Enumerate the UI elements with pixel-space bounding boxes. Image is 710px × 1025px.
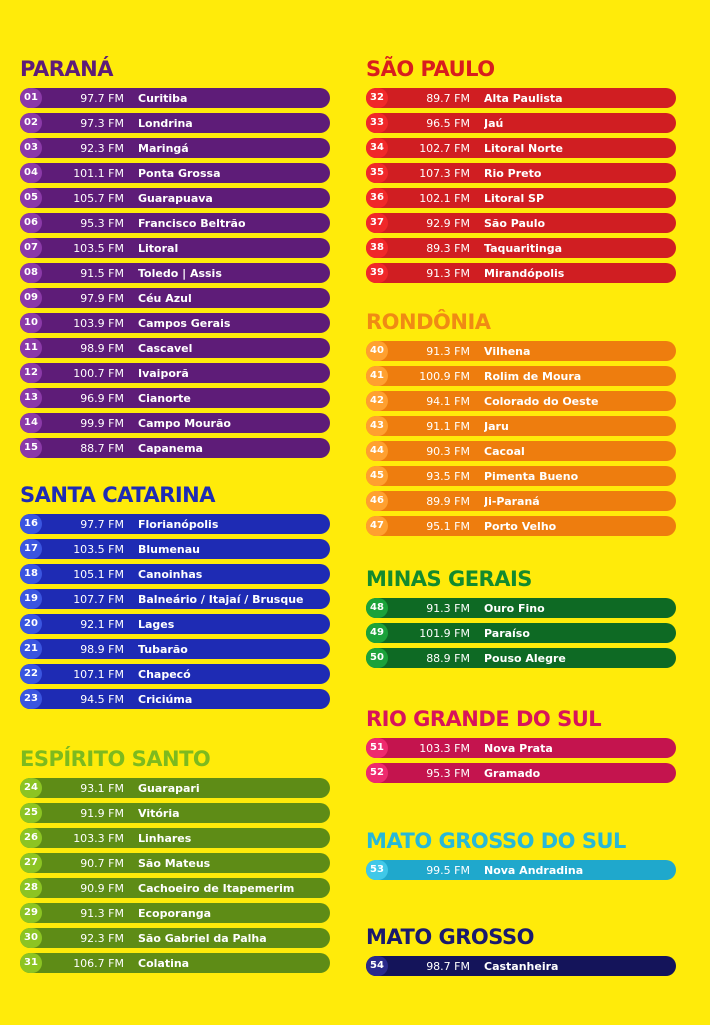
station-row [366, 598, 676, 618]
station-frequency: 96.5 FM [426, 116, 470, 130]
station-city: Paraíso [484, 626, 530, 640]
station-city: Criciúma [138, 692, 193, 706]
station-city: Castanheira [484, 959, 559, 973]
station-number-badge: 05 [20, 188, 42, 208]
station-frequency: 102.7 FM [419, 141, 470, 155]
station-frequency: 102.1 FM [419, 191, 470, 205]
section-rondonia [366, 309, 676, 541]
section-santa-catarina [20, 482, 330, 714]
station-number-badge: 03 [20, 138, 42, 158]
station-row [366, 491, 676, 511]
station-number-badge: 16 [20, 514, 42, 534]
station-city: Vilhena [484, 344, 531, 358]
station-city: Litoral SP [484, 191, 545, 205]
station-frequency: 99.9 FM [80, 416, 124, 430]
station-frequency: 107.3 FM [419, 166, 470, 180]
station-row [20, 438, 330, 458]
station-number-badge: 23 [20, 689, 42, 709]
state-title: MATO GROSSO DO SUL [366, 829, 626, 853]
station-number-badge: 33 [366, 113, 388, 133]
station-row [20, 263, 330, 283]
station-city: Ouro Fino [484, 601, 545, 615]
section-parana [20, 56, 330, 463]
station-city: Porto Velho [484, 519, 557, 533]
section-mato-grosso [366, 924, 676, 981]
station-row [20, 614, 330, 634]
station-row [366, 956, 676, 976]
station-row [20, 953, 330, 973]
state-title: PARANÁ [20, 57, 113, 81]
station-number-badge: 50 [366, 648, 388, 668]
station-number-badge: 41 [366, 366, 388, 386]
section-sao-paulo [366, 56, 676, 288]
station-city: Colatina [138, 956, 190, 970]
section-mato-grosso-do-sul [366, 828, 676, 885]
station-city: Cacoal [484, 444, 525, 458]
station-number-badge: 17 [20, 539, 42, 559]
station-city: Lages [138, 617, 175, 631]
station-row [20, 689, 330, 709]
state-title: SÃO PAULO [366, 57, 495, 81]
station-frequency: 99.5 FM [426, 863, 470, 877]
station-frequency: 107.7 FM [73, 592, 124, 606]
station-row [366, 163, 676, 183]
section-minas-gerais [366, 566, 676, 673]
station-city: Cascavel [138, 341, 193, 355]
station-number-badge: 52 [366, 763, 388, 783]
station-frequency: 103.5 FM [73, 241, 124, 255]
station-row [366, 763, 676, 783]
station-number-badge: 02 [20, 113, 42, 133]
station-row [20, 878, 330, 898]
station-frequency: 91.5 FM [80, 266, 124, 280]
station-city: São Mateus [138, 856, 211, 870]
station-city: São Paulo [484, 216, 546, 230]
station-row [366, 238, 676, 258]
station-row [366, 648, 676, 668]
station-row [366, 441, 676, 461]
station-number-badge: 20 [20, 614, 42, 634]
station-city: Chapecó [138, 667, 191, 681]
station-frequency: 92.3 FM [80, 141, 124, 155]
station-row [366, 738, 676, 758]
station-frequency: 90.3 FM [426, 444, 470, 458]
station-number-badge: 19 [20, 589, 42, 609]
station-row [20, 778, 330, 798]
state-title: MATO GROSSO [366, 925, 534, 949]
station-number-badge: 43 [366, 416, 388, 436]
station-frequency: 103.3 FM [73, 831, 124, 845]
station-number-badge: 27 [20, 853, 42, 873]
station-number-badge: 15 [20, 438, 42, 458]
station-frequency: 98.7 FM [426, 959, 470, 973]
station-city: Colorado do Oeste [484, 394, 599, 408]
station-row [20, 853, 330, 873]
station-number-badge: 39 [366, 263, 388, 283]
station-row [20, 388, 330, 408]
section-rio-grande-do-sul [366, 706, 676, 788]
station-row [366, 138, 676, 158]
station-number-badge: 12 [20, 363, 42, 383]
station-number-badge: 22 [20, 664, 42, 684]
station-city: Francisco Beltrão [138, 216, 246, 230]
station-row [20, 288, 330, 308]
station-city: Tubarão [138, 642, 188, 656]
station-number-badge: 36 [366, 188, 388, 208]
station-list [366, 956, 676, 976]
station-city: Maringá [138, 141, 189, 155]
station-frequency: 95.3 FM [80, 216, 124, 230]
station-city: Jaú [484, 116, 504, 130]
station-row [20, 589, 330, 609]
station-frequency: 101.1 FM [73, 166, 124, 180]
station-list [366, 860, 676, 880]
station-row [366, 213, 676, 233]
station-number-badge: 44 [366, 441, 388, 461]
station-frequency: 103.3 FM [419, 741, 470, 755]
station-city: Guarapari [138, 781, 200, 795]
station-city: Litoral [138, 241, 179, 255]
station-row [366, 466, 676, 486]
station-frequency: 91.3 FM [426, 266, 470, 280]
station-list [20, 778, 330, 973]
station-row [366, 391, 676, 411]
station-frequency: 100.9 FM [419, 369, 470, 383]
station-row [20, 88, 330, 108]
station-number-badge: 46 [366, 491, 388, 511]
station-frequency: 95.3 FM [426, 766, 470, 780]
station-frequency: 96.9 FM [80, 391, 124, 405]
state-title: MINAS GERAIS [366, 567, 532, 591]
station-city: Balneário / Itajaí / Brusque [138, 592, 304, 606]
station-city: Toledo | Assis [138, 266, 222, 280]
station-city: Capanema [138, 441, 203, 455]
station-row [366, 113, 676, 133]
station-row [20, 664, 330, 684]
station-row [20, 363, 330, 383]
station-number-badge: 35 [366, 163, 388, 183]
station-frequency: 89.7 FM [426, 91, 470, 105]
station-city: Blumenau [138, 542, 200, 556]
station-city: São Gabriel da Palha [138, 931, 267, 945]
station-city: Campos Gerais [138, 316, 231, 330]
station-frequency: 91.1 FM [426, 419, 470, 433]
station-city: Rio Preto [484, 166, 542, 180]
station-city: Ji-Paraná [484, 494, 540, 508]
station-number-badge: 09 [20, 288, 42, 308]
station-row [20, 928, 330, 948]
station-number-badge: 54 [366, 956, 388, 976]
station-city: Ecoporanga [138, 906, 211, 920]
station-frequency: 100.7 FM [73, 366, 124, 380]
station-city: Vitória [138, 806, 180, 820]
station-city: Florianópolis [138, 517, 219, 531]
station-number-badge: 04 [20, 163, 42, 183]
station-number-badge: 40 [366, 341, 388, 361]
station-row [20, 313, 330, 333]
station-city: Nova Prata [484, 741, 553, 755]
station-number-badge: 26 [20, 828, 42, 848]
station-row [20, 539, 330, 559]
station-row [20, 639, 330, 659]
station-frequency: 105.1 FM [73, 567, 124, 581]
station-number-badge: 30 [20, 928, 42, 948]
station-row [20, 138, 330, 158]
station-row [20, 113, 330, 133]
station-frequency: 107.1 FM [73, 667, 124, 681]
station-frequency: 91.3 FM [80, 906, 124, 920]
station-frequency: 105.7 FM [73, 191, 124, 205]
station-frequency: 97.9 FM [80, 291, 124, 305]
station-number-badge: 07 [20, 238, 42, 258]
station-number-badge: 21 [20, 639, 42, 659]
station-city: Nova Andradina [484, 863, 584, 877]
station-city: Mirandópolis [484, 266, 565, 280]
station-city: Litoral Norte [484, 141, 563, 155]
station-row [366, 341, 676, 361]
station-city: Rolim de Moura [484, 369, 582, 383]
station-city: Campo Mourão [138, 416, 231, 430]
station-city: Ponta Grossa [138, 166, 221, 180]
station-row [366, 188, 676, 208]
station-frequency: 101.9 FM [419, 626, 470, 640]
station-frequency: 103.9 FM [73, 316, 124, 330]
station-frequency: 106.7 FM [73, 956, 124, 970]
station-number-badge: 11 [20, 338, 42, 358]
station-frequency: 92.3 FM [80, 931, 124, 945]
station-frequency: 89.3 FM [426, 241, 470, 255]
station-frequency: 97.7 FM [80, 91, 124, 105]
station-frequency: 98.9 FM [80, 642, 124, 656]
state-title: RIO GRANDE DO SUL [366, 707, 602, 731]
station-row [20, 163, 330, 183]
station-number-badge: 10 [20, 313, 42, 333]
station-number-badge: 18 [20, 564, 42, 584]
station-number-badge: 47 [366, 516, 388, 536]
station-frequency: 92.9 FM [426, 216, 470, 230]
station-number-badge: 24 [20, 778, 42, 798]
station-row [20, 828, 330, 848]
station-frequency: 88.9 FM [426, 651, 470, 665]
station-number-badge: 45 [366, 466, 388, 486]
station-frequency: 92.1 FM [80, 617, 124, 631]
station-number-badge: 14 [20, 413, 42, 433]
station-number-badge: 25 [20, 803, 42, 823]
station-city: Guarapuava [138, 191, 213, 205]
station-row [366, 416, 676, 436]
station-list [20, 88, 330, 458]
station-number-badge: 48 [366, 598, 388, 618]
station-number-badge: 08 [20, 263, 42, 283]
station-frequency: 103.5 FM [73, 542, 124, 556]
station-city: Londrina [138, 116, 193, 130]
station-frequency: 95.1 FM [426, 519, 470, 533]
station-row [366, 366, 676, 386]
station-list [366, 598, 676, 668]
station-number-badge: 06 [20, 213, 42, 233]
station-frequency: 93.1 FM [80, 781, 124, 795]
station-frequency: 91.3 FM [426, 601, 470, 615]
state-title: ESPÍRITO SANTO [20, 747, 211, 771]
station-city: Curitiba [138, 91, 188, 105]
state-title: RONDÔNIA [366, 310, 491, 334]
station-frequency: 97.7 FM [80, 517, 124, 531]
station-city: Céu Azul [138, 291, 192, 305]
station-number-badge: 53 [366, 860, 388, 880]
station-row [366, 88, 676, 108]
station-city: Alta Paulista [484, 91, 563, 105]
station-frequency: 98.9 FM [80, 341, 124, 355]
station-city: Taquaritinga [484, 241, 562, 255]
station-row [20, 213, 330, 233]
station-number-badge: 31 [20, 953, 42, 973]
station-number-badge: 28 [20, 878, 42, 898]
station-row [20, 188, 330, 208]
station-city: Gramado [484, 766, 541, 780]
station-list [366, 88, 676, 283]
station-city: Jaru [484, 419, 509, 433]
station-frequency: 88.7 FM [80, 441, 124, 455]
station-frequency: 97.3 FM [80, 116, 124, 130]
station-number-badge: 51 [366, 738, 388, 758]
station-row [20, 803, 330, 823]
station-list [366, 341, 676, 536]
station-number-badge: 42 [366, 391, 388, 411]
station-frequency: 89.9 FM [426, 494, 470, 508]
station-row [20, 413, 330, 433]
station-city: Linhares [138, 831, 192, 845]
station-row [366, 860, 676, 880]
station-row [366, 623, 676, 643]
station-row [366, 263, 676, 283]
station-row [20, 238, 330, 258]
station-city: Canoinhas [138, 567, 203, 581]
station-frequency: 91.3 FM [426, 344, 470, 358]
section-espirito-santo [20, 746, 330, 978]
station-city: Ivaiporã [138, 366, 189, 380]
station-frequency: 94.1 FM [426, 394, 470, 408]
state-title: SANTA CATARINA [20, 483, 216, 507]
station-number-badge: 37 [366, 213, 388, 233]
station-number-badge: 38 [366, 238, 388, 258]
station-row [20, 514, 330, 534]
station-number-badge: 29 [20, 903, 42, 923]
station-row [366, 516, 676, 536]
station-number-badge: 49 [366, 623, 388, 643]
station-number-badge: 13 [20, 388, 42, 408]
station-list [366, 738, 676, 783]
station-city: Cianorte [138, 391, 191, 405]
station-city: Cachoeiro de Itapemerim [138, 881, 295, 895]
station-frequency: 91.9 FM [80, 806, 124, 820]
station-list [20, 514, 330, 709]
station-row [20, 338, 330, 358]
station-row [20, 564, 330, 584]
station-frequency: 93.5 FM [426, 469, 470, 483]
station-frequency: 94.5 FM [80, 692, 124, 706]
station-row [20, 903, 330, 923]
station-number-badge: 32 [366, 88, 388, 108]
station-frequency: 90.9 FM [80, 881, 124, 895]
station-number-badge: 01 [20, 88, 42, 108]
station-city: Pimenta Bueno [484, 469, 579, 483]
station-frequency: 90.7 FM [80, 856, 124, 870]
station-number-badge: 34 [366, 138, 388, 158]
station-city: Pouso Alegre [484, 651, 566, 665]
